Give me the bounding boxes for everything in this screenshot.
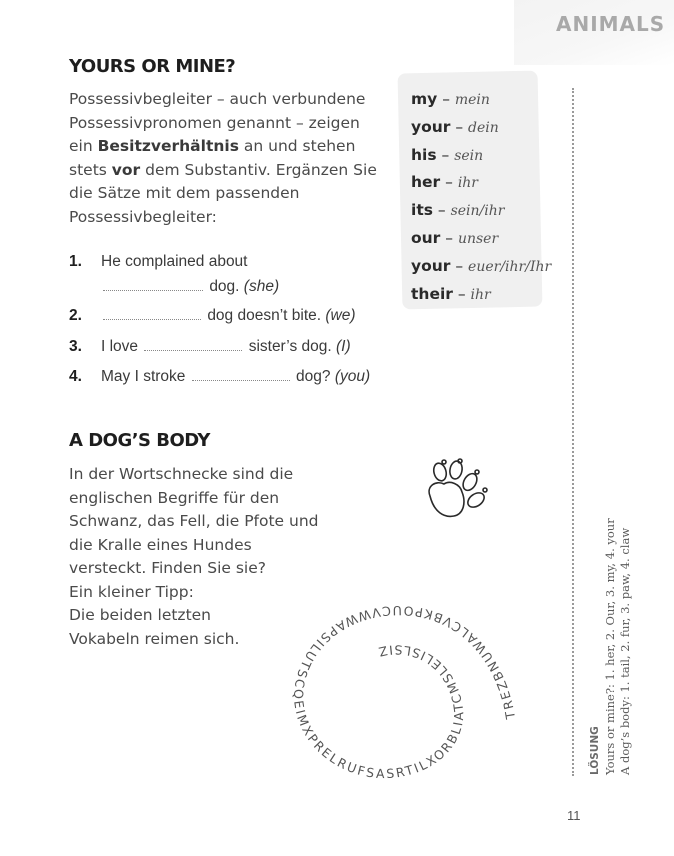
item-text: dog. bbox=[209, 278, 240, 295]
solution-line: A dog’s body: 1. tail, 2. fur, 3. paw, 4. claw bbox=[618, 527, 632, 775]
item-text: dog doesn’t bite. bbox=[207, 307, 322, 324]
item-number: 3. bbox=[69, 338, 82, 355]
section-label: ANIMALS bbox=[556, 12, 666, 36]
word-spiral bbox=[270, 580, 530, 790]
item-hint: (you) bbox=[334, 368, 371, 385]
pronoun-entry: its – sein/ihr bbox=[411, 201, 505, 220]
pronoun-entry: your – dein bbox=[411, 117, 499, 136]
intro-line: Schwanz, das Fell, die Pfote und bbox=[69, 512, 319, 530]
item-text: May I stroke bbox=[101, 368, 186, 385]
exercise1-title: YOURS OR MINE? bbox=[69, 56, 236, 77]
pronoun-entry: your – euer/ihr/Ihr bbox=[411, 256, 552, 275]
intro-line: Die beiden letzten bbox=[69, 606, 212, 624]
intro-text: dem Substantiv. Ergänzen Sie die Sätze mit dem passenden Possessivbegleiter: bbox=[69, 160, 377, 226]
item-hint: (I) bbox=[336, 338, 351, 355]
item-text: He complained about bbox=[101, 253, 248, 270]
pronoun-entry: their – ihr bbox=[411, 284, 491, 303]
item-text: I love bbox=[101, 338, 139, 355]
intro-line: Vokabeln reimen sich. bbox=[69, 629, 240, 648]
answer-blank[interactable] bbox=[144, 338, 242, 351]
pronoun-entry: his – sein bbox=[411, 145, 484, 164]
item-hint: (she) bbox=[243, 278, 280, 295]
pronoun-entry: my – mein bbox=[411, 90, 490, 108]
pronoun-list bbox=[411, 86, 551, 308]
intro-line: die Kralle eines Hundes bbox=[69, 535, 252, 554]
answer-blank[interactable] bbox=[103, 278, 203, 291]
intro-line: In der Wortschnecke sind die bbox=[69, 465, 294, 483]
solution-line: Yours or mine?: 1. her, 2. Our, 3. my, 4. your bbox=[603, 518, 617, 775]
intro-line: Ein kleiner Tipp: bbox=[69, 582, 194, 601]
solution-title: LÖSUNG bbox=[589, 726, 601, 775]
intro-text: an und stehen stets bbox=[69, 137, 356, 179]
item-text: dog? bbox=[296, 368, 331, 385]
solution-box bbox=[588, 475, 633, 775]
exercise1-intro bbox=[69, 88, 379, 229]
spiral-letters: TREZBNUWALCVBKPOUCVWWAPSILUTSCQEIMXPRELRUFSASRTILXORBLIATCMSLELISLSIZ bbox=[291, 603, 519, 782]
page-number: 11 bbox=[567, 808, 581, 823]
exercise2-title: A DOG’S BODY bbox=[69, 430, 210, 451]
answer-blank[interactable] bbox=[192, 368, 290, 381]
item-hint: (we) bbox=[325, 307, 356, 324]
item-number: 2. bbox=[69, 307, 82, 324]
pronoun-entry: her – ihr bbox=[411, 173, 478, 192]
item-text: sister’s dog. bbox=[248, 338, 332, 355]
intro-bold-term: Besitzverhältnis bbox=[97, 137, 239, 155]
intro-line: englischen Begriffe für den bbox=[69, 488, 280, 507]
answer-blank[interactable] bbox=[103, 307, 201, 320]
dotted-divider bbox=[572, 88, 574, 776]
intro-bold-term: vor bbox=[111, 160, 141, 179]
intro-text: Possessivbegleiter – auch verbundene Possessivpronomen genannt – zeigen ein bbox=[69, 90, 366, 155]
pronoun-entry: our – unser bbox=[411, 228, 499, 247]
paw-print-icon bbox=[424, 458, 496, 520]
svg-text:TREZBNUWALCVBKPOUCVWWAPSILUTSC bbox=[291, 603, 518, 781]
item-number: 1. bbox=[69, 253, 82, 270]
item-number: 4. bbox=[69, 368, 82, 385]
intro-line: versteckt. Finden Sie sie? bbox=[69, 559, 266, 577]
